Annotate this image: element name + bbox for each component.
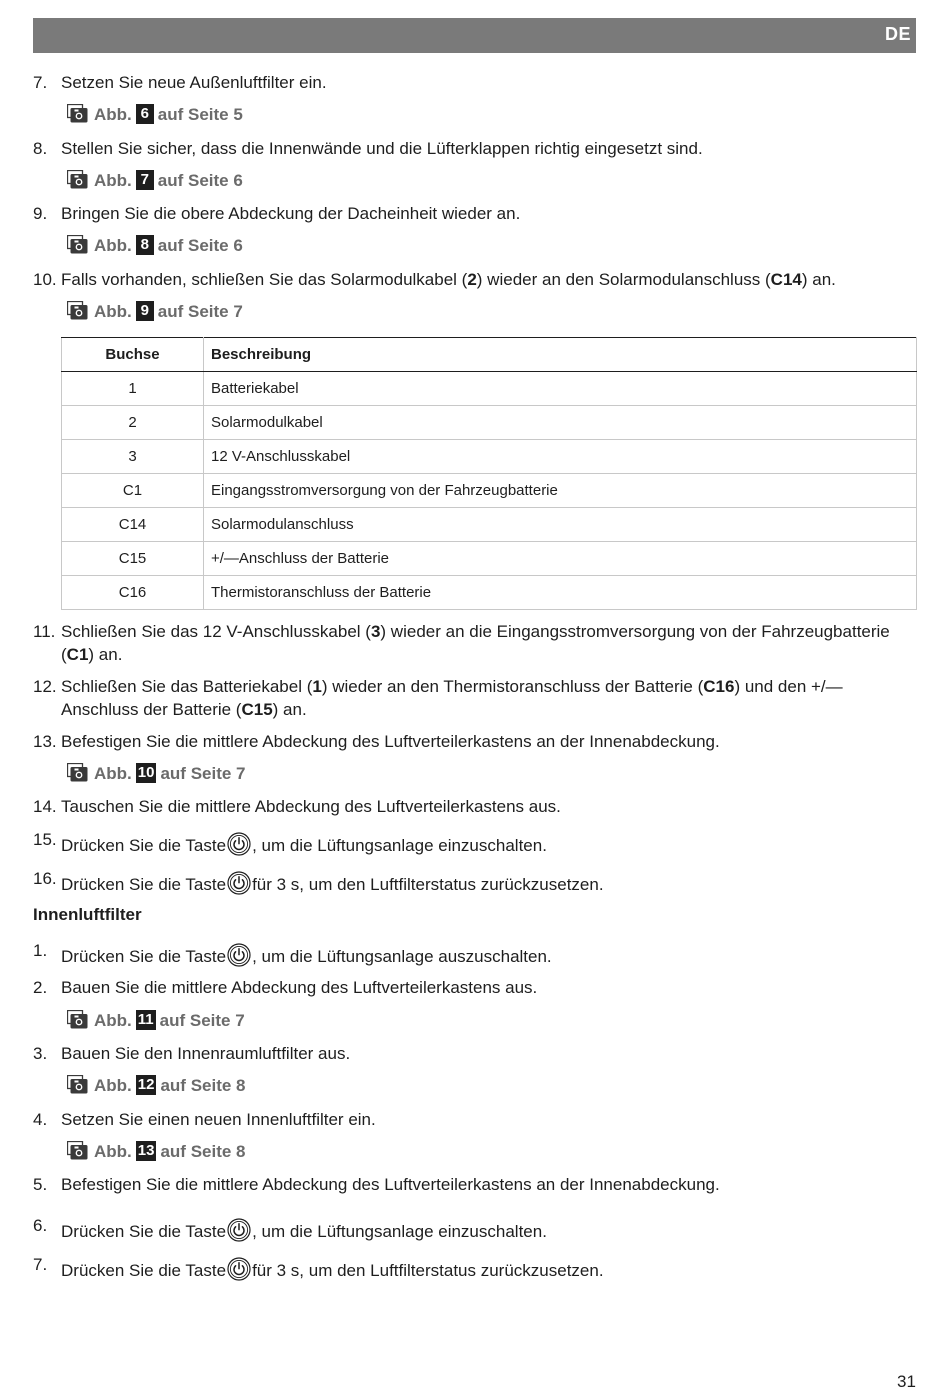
table-row <box>62 542 917 576</box>
step-12 <box>33 675 918 721</box>
figure-reference[interactable]: Abb. 10 auf Seite 7 <box>67 762 246 786</box>
step-text: Drücken Sie die Taste für 3 s, um den Luftfilterstatus zurückzusetzen. <box>61 1259 918 1284</box>
step-number: 7. <box>33 1255 48 1274</box>
step-text: Bauen Sie den Innenraumluftfilter aus. <box>61 1044 351 1063</box>
step-number: 5. <box>33 1175 48 1194</box>
step-8 <box>33 137 918 160</box>
figure-number: 8 <box>136 235 154 255</box>
step-number: 11. <box>33 622 56 641</box>
step-9 <box>33 202 918 225</box>
cell-buchse: C16 <box>62 576 204 610</box>
step-text: Falls vorhanden, schließen Sie das Solarmodulkabel (2) wieder an den Solarmodulanschluss (C14) an. <box>61 270 836 289</box>
figure-number: 7 <box>136 170 154 190</box>
power-button-icon <box>227 832 251 856</box>
step-text: Befestigen Sie die mittlere Abdeckung des Luftverteilerkastens an der Innenabdeckung. <box>61 732 720 751</box>
figure-reference[interactable]: Abb. 6 auf Seite 5 <box>67 103 243 127</box>
step-text: Stellen Sie sicher, dass die Innenwände und die Lüfterklappen richtig eingesetzt sind. <box>61 139 703 158</box>
step-14 <box>33 795 918 818</box>
power-button-icon <box>227 871 251 895</box>
header-bar <box>33 18 916 53</box>
step-2 <box>33 976 918 999</box>
camera-icon <box>67 170 88 189</box>
step-text: Drücken Sie die Taste , um die Lüftungsanlage einzuschalten. <box>61 834 918 859</box>
step-number: 1. <box>33 941 48 960</box>
figure-reference[interactable]: Abb. 9 auf Seite 7 <box>67 300 243 324</box>
step-number: 16. <box>33 869 57 888</box>
figure-number: 6 <box>136 104 154 124</box>
step-10 <box>33 268 918 291</box>
step-text: Setzen Sie neue Außenluftfilter ein. <box>61 73 327 92</box>
table-row <box>62 474 917 508</box>
figure-number: 13 <box>137 1141 155 1159</box>
cell-buchse: 2 <box>62 406 204 440</box>
table-row <box>62 508 917 542</box>
step-7 <box>33 71 918 94</box>
step-text: Drücken Sie die Taste , um die Lüftungsanlage einzuschalten. <box>61 1220 918 1245</box>
step-number: 3. <box>33 1044 48 1063</box>
cell-buchse: 3 <box>62 440 204 474</box>
step-text: Schließen Sie das 12 V-Anschlusskabel (3) wieder an die Eingangsstromversorgung von der Fahrzeugbatterie (C1) an. <box>61 622 890 664</box>
column-header-buchse: Buchse <box>62 338 204 372</box>
step-13 <box>33 730 918 753</box>
cell-beschreibung: +/—Anschluss der Batterie <box>204 542 917 576</box>
power-button-icon <box>227 1257 251 1281</box>
cell-buchse: 1 <box>62 372 204 406</box>
step-7b <box>33 1255 918 1284</box>
step-number: 15. <box>33 830 57 849</box>
step-number: 7. <box>33 73 48 92</box>
step-11 <box>33 620 918 666</box>
figure-reference[interactable]: Abb. 8 auf Seite 6 <box>67 234 243 258</box>
figure-number: 9 <box>136 301 154 321</box>
step-16 <box>33 869 918 898</box>
step-text: Drücken Sie die Taste für 3 s, um den Luftfilterstatus zurückzusetzen. <box>61 873 918 898</box>
step-text: Setzen Sie einen neuen Innenluftfilter ein. <box>61 1110 376 1129</box>
step-text: Befestigen Sie die mittlere Abdeckung des Luftverteilerkastens an der Innenabdeckung. <box>61 1175 720 1194</box>
power-button-icon <box>227 1218 251 1242</box>
table-row <box>62 406 917 440</box>
step-text: Bringen Sie die obere Abdeckung der Dacheinheit wieder an. <box>61 204 521 223</box>
camera-icon <box>67 1141 88 1160</box>
connector-table <box>61 337 917 610</box>
table-header-row <box>62 338 917 372</box>
figure-number: 10 <box>137 763 155 781</box>
step-number: 2. <box>33 978 48 997</box>
figure-reference[interactable]: Abb. 11 auf Seite 7 <box>67 1009 245 1033</box>
language-label: DE <box>884 24 911 44</box>
power-button-icon <box>227 943 251 967</box>
cell-beschreibung: Thermistoranschluss der Batterie <box>204 576 917 610</box>
step-text: Bauen Sie die mittlere Abdeckung des Luftverteilerkastens aus. <box>61 978 538 997</box>
figure-number: 11 <box>137 1010 154 1028</box>
table-row <box>62 372 917 406</box>
step-text: Schließen Sie das Batteriekabel (1) wieder an den Thermistoranschluss der Batterie (C16) und den +/—Anschluss der Batterie (C15) an. <box>61 677 843 719</box>
step-number: 14. <box>33 797 57 816</box>
cell-beschreibung: Eingangsstromversorgung von der Fahrzeugbatterie <box>204 474 917 508</box>
step-text: Tauschen Sie die mittlere Abdeckung des Luftverteilerkastens aus. <box>61 797 561 816</box>
cell-buchse: C1 <box>62 474 204 508</box>
table-row <box>62 576 917 610</box>
step-4 <box>33 1108 918 1131</box>
step-5 <box>33 1173 918 1196</box>
cell-beschreibung: 12 V-Anschlusskabel <box>204 440 917 474</box>
cell-buchse: C15 <box>62 542 204 576</box>
camera-icon <box>67 104 88 123</box>
figure-reference[interactable]: Abb. 7 auf Seite 6 <box>67 169 243 193</box>
step-6 <box>33 1216 918 1245</box>
step-number: 4. <box>33 1110 48 1129</box>
camera-icon <box>67 763 88 782</box>
step-1 <box>33 941 918 970</box>
cell-beschreibung: Solarmodulkabel <box>204 406 917 440</box>
figure-number: 12 <box>137 1075 155 1093</box>
step-number: 12. <box>33 677 57 696</box>
step-text: Drücken Sie die Taste , um die Lüftungsanlage auszuschalten. <box>61 945 918 970</box>
step-number: 10. <box>33 270 57 289</box>
cell-beschreibung: Batteriekabel <box>204 372 917 406</box>
section-title-innenluftfilter: Innenluftfilter <box>33 905 142 924</box>
figure-reference[interactable]: Abb. 13 auf Seite 8 <box>67 1140 246 1164</box>
step-3 <box>33 1042 918 1065</box>
step-number: 6. <box>33 1216 48 1235</box>
camera-icon <box>67 235 88 254</box>
step-number: 9. <box>33 204 48 223</box>
camera-icon <box>67 1010 88 1029</box>
column-header-beschreibung: Beschreibung <box>204 338 917 372</box>
cell-buchse: C14 <box>62 508 204 542</box>
step-15 <box>33 830 918 859</box>
step-number: 13. <box>33 732 57 751</box>
camera-icon <box>67 1075 88 1094</box>
page-number: 31 <box>897 1372 916 1391</box>
figure-reference[interactable]: Abb. 12 auf Seite 8 <box>67 1074 246 1098</box>
cell-beschreibung: Solarmodulanschluss <box>204 508 917 542</box>
camera-icon <box>67 301 88 320</box>
step-number: 8. <box>33 139 48 158</box>
table-row <box>62 440 917 474</box>
